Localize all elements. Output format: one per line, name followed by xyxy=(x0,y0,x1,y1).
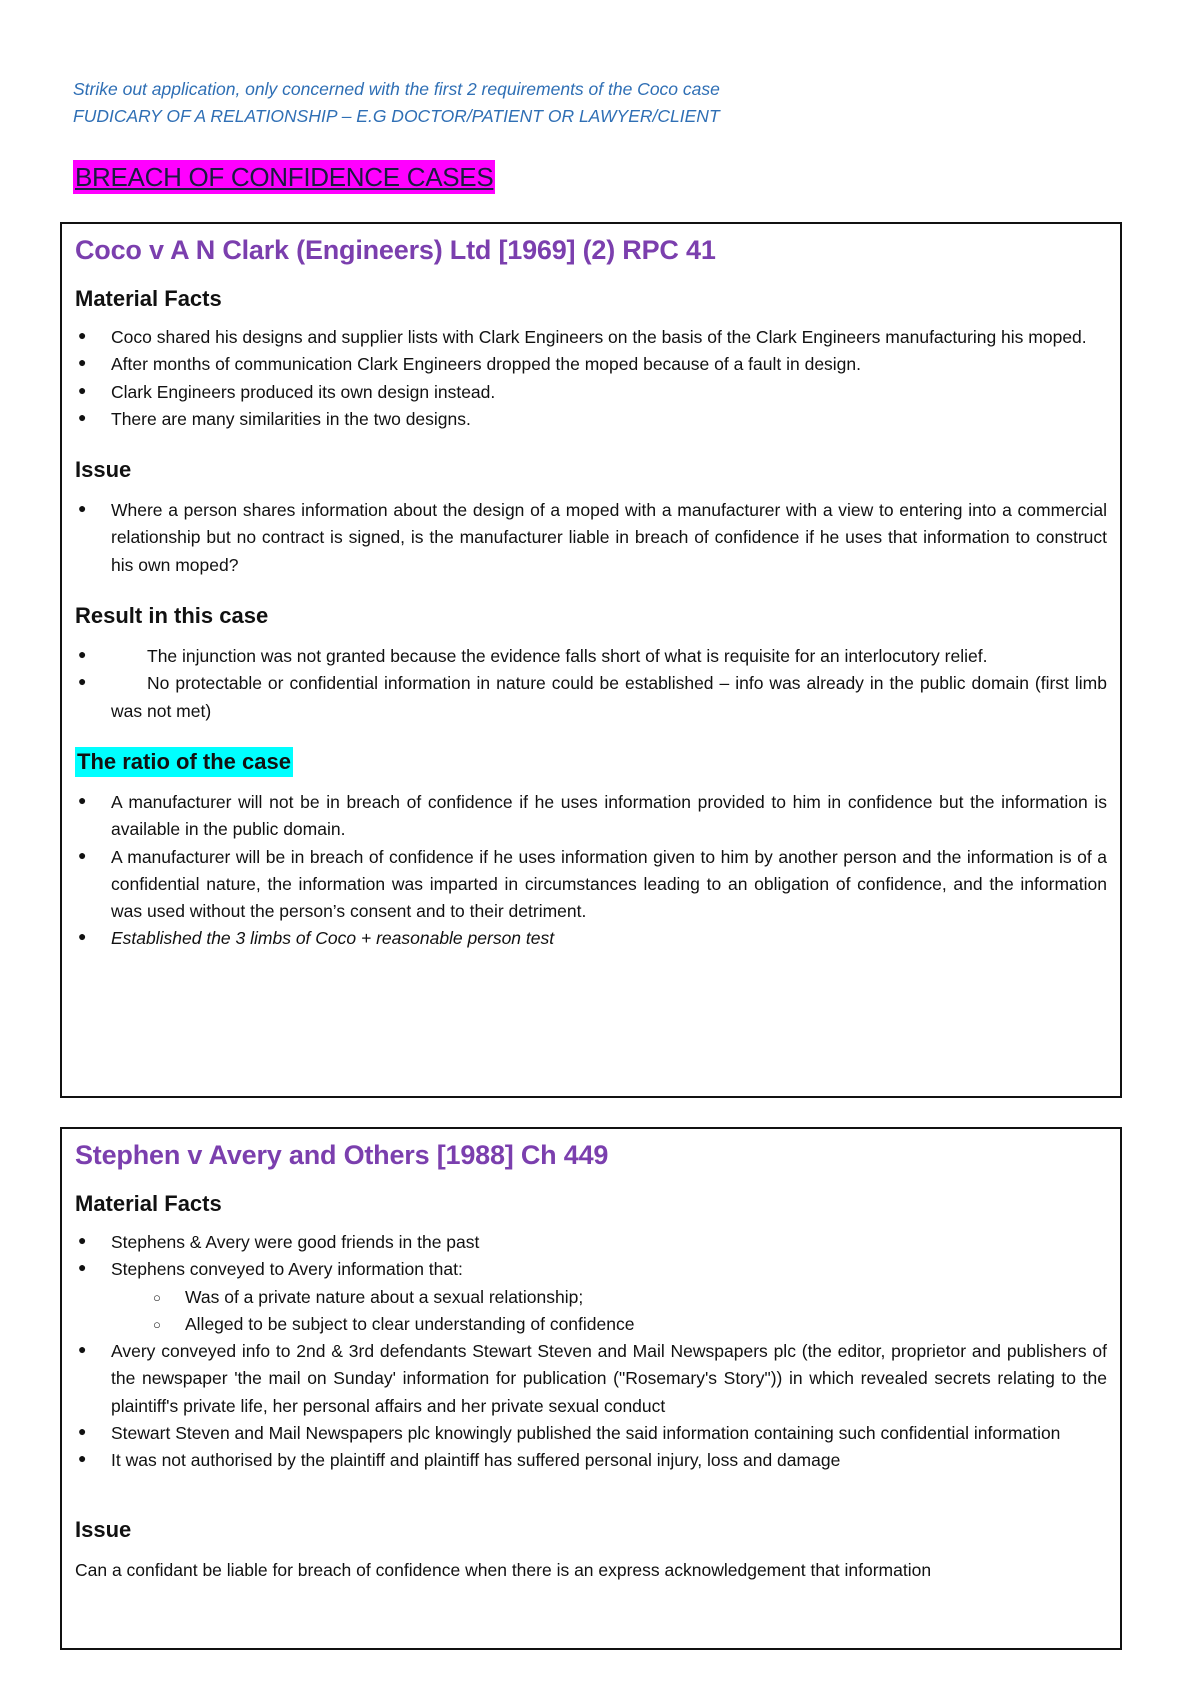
bullet-icon: ● xyxy=(78,500,87,517)
intro-line-2: FUDICARY OF A RELATIONSHIP – E.G DOCTOR/PATIENT OR LAWYER/CLIENT xyxy=(73,106,720,126)
case-box-stephen xyxy=(60,1127,1122,1650)
bullet-icon: ● xyxy=(78,673,87,690)
bullet-icon: ● xyxy=(78,846,87,863)
sub-facts-list xyxy=(75,1284,1107,1339)
bullet-icon: ● xyxy=(78,1423,87,1440)
ratio-list xyxy=(75,789,1107,953)
bullet-icon: ● xyxy=(78,408,87,425)
list-item: ● Avery conveyed info to 2nd & 3rd defendants Stewart Steven and Mail Newspapers plc (the editor, proprietor and publishers of the newspaper 'the mail on Sunday' information for publication ("Rosemary's Story")) in which revealed secrets relating to the plaintiff's private life, her personal affairs and her private sexual conduct xyxy=(75,1338,1107,1420)
result-heading: Result in this case xyxy=(75,603,269,629)
material-facts-list-continued xyxy=(75,1338,1107,1474)
list-item: ● Stewart Steven and Mail Newspapers plc knowingly published the said information containing such confidential information xyxy=(75,1420,1107,1447)
list-item: ● Stephens conveyed to Avery information that: xyxy=(75,1256,1107,1283)
material-facts-heading: Material Facts xyxy=(75,286,222,311)
sub-list-item: ○ Alleged to be subject to clear understanding of confidence xyxy=(75,1311,1107,1338)
issue-list xyxy=(75,497,1107,579)
bullet-icon: ● xyxy=(78,354,87,371)
list-item: ● Where a person shares information about the design of a moped with a manufacturer with a view to entering into a commercial relationship but no contract is signed, is the manufacturer liable in breach of confidence if he uses that information to construct his own moped? xyxy=(75,497,1107,579)
list-item: ● Stephens & Avery were good friends in the past xyxy=(75,1229,1107,1256)
intro-notes xyxy=(73,76,1123,130)
list-item: ● After months of communication Clark Engineers dropped the moped because of a fault in design. xyxy=(75,351,1107,378)
list-item: ● No protectable or confidential information in nature could be established – info was already in the public domain (first limb was not met) xyxy=(75,670,1107,725)
bullet-icon: ● xyxy=(78,1341,87,1358)
circle-bullet-icon: ○ xyxy=(153,1289,161,1305)
circle-bullet-icon: ○ xyxy=(153,1316,161,1332)
list-item: ● Clark Engineers produced its own design instead. xyxy=(75,379,1107,406)
case-title: Coco v A N Clark (Engineers) Ltd [1969] (2) RPC 41 xyxy=(75,235,716,265)
issue-heading: Issue xyxy=(75,457,132,483)
list-item: ● The injunction was not granted because the evidence falls short of what is requisite for an interlocutory relief. xyxy=(75,643,1107,670)
bullet-icon: ● xyxy=(78,327,87,343)
list-item: ● Established the 3 limbs of Coco + reasonable person test xyxy=(75,925,1107,952)
result-list xyxy=(75,643,1107,725)
bullet-icon: ● xyxy=(78,381,87,398)
material-facts-heading: Material Facts xyxy=(75,1191,222,1216)
case-box-coco xyxy=(60,222,1122,1098)
list-item: ● A manufacturer will be in breach of confidence if he uses information given to him by another person and the information is of a confidential nature, the information was imparted in circumstances leading to an obligation of confidence, and the information was used without the person’s consent and to their detriment. xyxy=(75,844,1107,926)
issue-text: Can a confidant be liable for breach of confidence when there is an express acknowledgement that information xyxy=(75,1559,932,1580)
list-item: ● It was not authorised by the plaintiff and plaintiff has suffered personal injury, loss and damage xyxy=(75,1447,1107,1474)
bullet-icon: ● xyxy=(78,1259,87,1276)
material-facts-list xyxy=(75,1229,1107,1284)
list-item: ● A manufacturer will not be in breach of confidence if he uses information provided to him in confidence but the information is available in the public domain. xyxy=(75,789,1107,844)
list-item: ● Coco shared his designs and supplier lists with Clark Engineers on the basis of the Clark Engineers manufacturing his moped. xyxy=(75,324,1107,351)
list-item: ● There are many similarities in the two designs. xyxy=(75,406,1107,433)
issue-heading: Issue xyxy=(75,1516,132,1542)
intro-line-1: Strike out application, only concerned with the first 2 requirements of the Coco case xyxy=(73,79,720,99)
ratio-heading: The ratio of the case xyxy=(75,747,293,777)
material-facts-list xyxy=(75,324,1107,433)
bullet-icon: ● xyxy=(78,928,87,945)
bullet-icon: ● xyxy=(78,1232,87,1248)
case-title: Stephen v Avery and Others [1988] Ch 449 xyxy=(75,1140,609,1170)
bullet-icon: ● xyxy=(78,791,87,808)
bullet-icon: ● xyxy=(78,646,87,663)
sub-list-item: ○ Was of a private nature about a sexual relationship; xyxy=(75,1284,1107,1311)
page-heading: BREACH OF CONFIDENCE CASES xyxy=(75,162,494,192)
bullet-icon: ● xyxy=(78,1450,87,1467)
